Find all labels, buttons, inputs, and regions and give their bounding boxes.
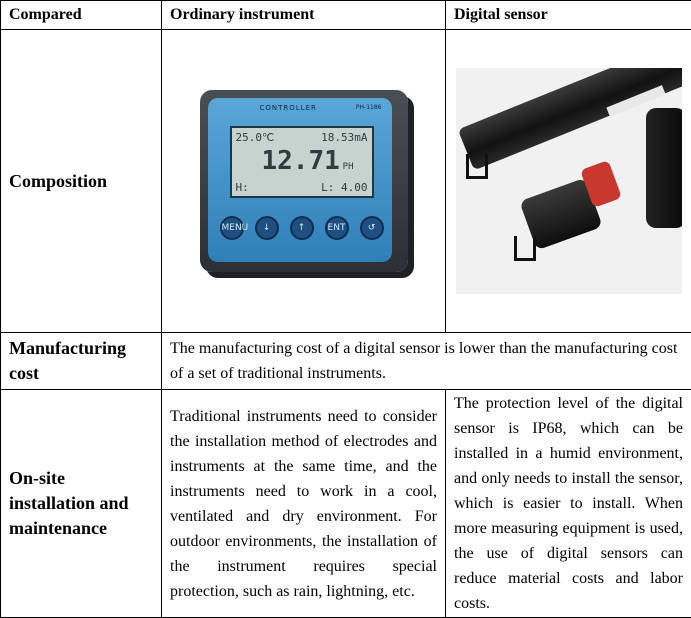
controller-brand: CONTROLLER xyxy=(260,104,317,112)
controller-model: PH-1186 xyxy=(356,104,382,111)
header-row xyxy=(1,1,691,30)
composition-label: Composition xyxy=(1,30,162,333)
installation-ordinary-text: Traditional instruments need to consider the installation method of electrodes and instruments at the same time, and the instruments need to work in a cool, ventilated and dry environment. For outdoor environments, the installation of the instrument requires special protection, such as rain, lightning, etc. xyxy=(162,390,446,618)
installation-label: On-site installation and maintenance xyxy=(1,390,162,618)
digital-sensor-image-cell xyxy=(446,30,691,333)
header-digital-sensor: Digital sensor xyxy=(446,1,691,30)
controller-lcd xyxy=(230,126,374,198)
up-arrow-icon: ↑ xyxy=(290,216,314,240)
header-ordinary-instrument: Ordinary instrument xyxy=(162,1,446,30)
return-icon: ↺ xyxy=(360,216,384,240)
lcd-current: 18.53mA xyxy=(321,131,367,144)
electrode-tip-upper xyxy=(466,154,488,179)
down-arrow-icon: ↓ xyxy=(255,216,279,240)
menu-button-icon: MENU xyxy=(220,216,244,240)
digital-sensor-image xyxy=(456,68,682,294)
installation-digital-text: The protection level of the digital sensor is IP68, which can be installed in a humid environment, and only needs to install the sensor, which is easier to install. When more measuring equipment is used, the use of digital sensors can reduce material costs and labor costs. xyxy=(446,390,691,618)
lcd-low: L: 4.00 xyxy=(321,181,367,194)
cost-label: Manufacturing cost xyxy=(1,333,162,390)
lcd-main-reading: 12.71 xyxy=(262,146,340,176)
sensor-cable-body xyxy=(646,108,682,228)
composition-row xyxy=(1,30,691,333)
installation-row xyxy=(1,390,691,618)
lcd-temperature: 25.0℃ xyxy=(236,131,275,144)
header-compared: Compared xyxy=(1,1,162,30)
ordinary-instrument-image-cell xyxy=(162,30,446,333)
controller-face xyxy=(208,98,392,262)
electrode-tip-lower xyxy=(514,236,536,261)
lcd-unit: PH xyxy=(343,162,354,172)
controller-buttons xyxy=(220,216,384,240)
cost-text: The manufacturing cost of a digital sensor is lower than the manufacturing cost of a set of traditional instruments. xyxy=(162,333,691,390)
cost-row xyxy=(1,333,691,390)
ph-controller-image xyxy=(200,90,408,272)
enter-button-icon: ENT xyxy=(325,216,349,240)
lcd-high: H: xyxy=(236,181,249,194)
